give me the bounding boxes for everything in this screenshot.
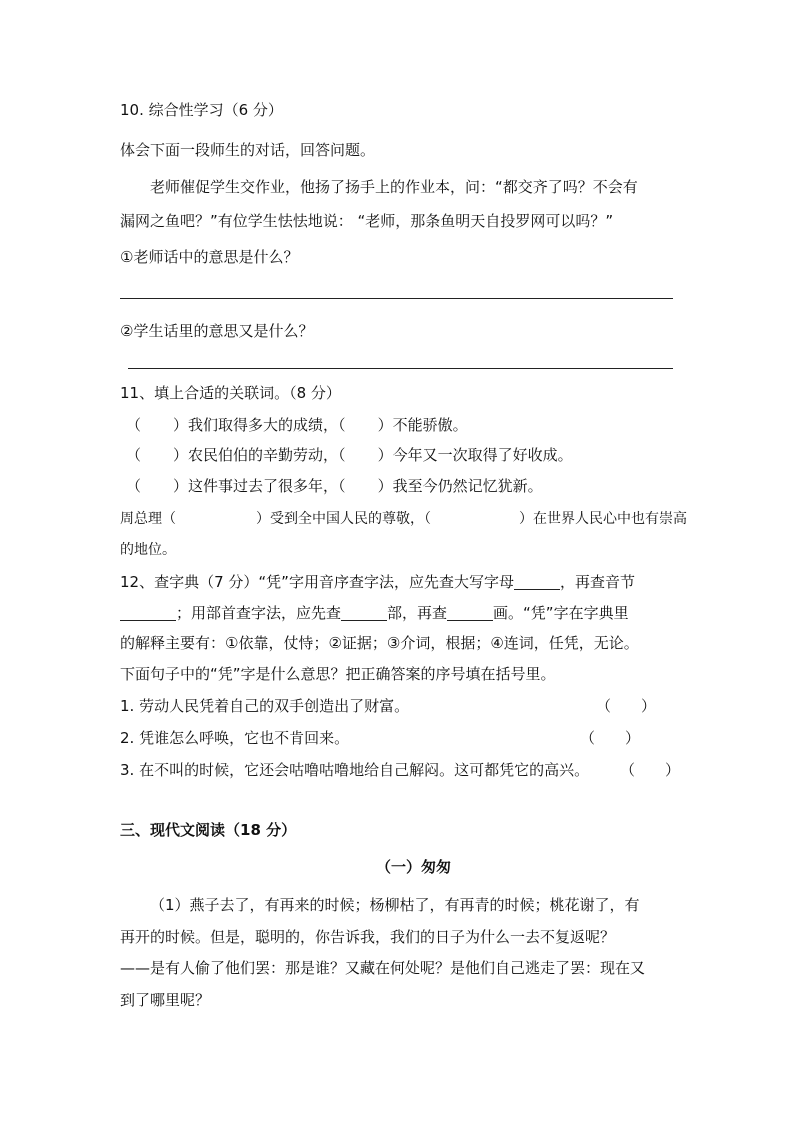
q10-passage-line2: 漏网之鱼吧？”有位学生怯怯地说： “老师，那条鱼明天自投罗网可以吗？” — [120, 212, 614, 230]
q12-blank-letter[interactable] — [514, 573, 560, 590]
passage-line-1: （1）燕子去了，有再来的时候；杨柳枯了，有再青的时候；桃花谢了，有 — [150, 896, 640, 914]
q10-sub-question-1: ①老师话中的意思是什么？ — [120, 248, 299, 266]
q10-sub-question-2: ②学生话里的意思又是什么？ — [120, 322, 314, 340]
q11-row-1-blank-1-open: （ — [126, 416, 142, 434]
q10-answer-line-1[interactable] — [120, 298, 673, 299]
passage-line-3: ——是有人偷了他们罢：那是谁？又藏在何处呢？是他们自己逃走了罢：现在又 — [120, 959, 646, 977]
q11-row-1-text-2: 不能骄傲。 — [392, 416, 468, 434]
q12-blank-syllable[interactable] — [120, 604, 176, 621]
q11-row-3-text-1: 这件事过去了很多年， — [188, 477, 339, 495]
q11-row-3-blank-1-close: ） — [173, 477, 189, 495]
q12-line-2-text-b: 部，再查 — [387, 604, 448, 622]
q12-line-2-text-a: ；用部首查字法，应先查 — [176, 604, 342, 622]
q11-row-4 — [120, 509, 687, 529]
q11-row-1 — [126, 415, 468, 435]
q10-title: 10. 综合性学习（6 分） — [120, 101, 283, 119]
q11-row-2-text-2: 今年又一次取得了好收成。 — [392, 446, 573, 464]
q12-item-2-bracket[interactable]: （ ） — [580, 729, 641, 747]
q11-row-4-text-b: ）受到全中国人民的尊敬，（ — [256, 511, 431, 527]
q12-item-2: 2. 凭谁怎么呼唤，它也不肯回来。 — [120, 729, 350, 747]
section-3-heading: 三、现代文阅读（18 分） — [120, 821, 297, 839]
q11-row-2 — [126, 445, 573, 465]
q11-row-3-text-2: 我至今仍然记忆犹新。 — [392, 477, 543, 495]
q11-title: 11、填上合适的关联词。（8 分） — [120, 384, 341, 402]
q12-blank-radical[interactable] — [341, 604, 387, 621]
q11-row-3-blank-2-close: ） — [377, 477, 393, 495]
q11-row-1-blank-1-close: ） — [173, 416, 189, 434]
section-3-subheading: （一）匆匆 — [376, 858, 452, 876]
q12-line-1-text-a: 12、查字典（7 分）“凭”字用音序查字法，应先查大写字母 — [120, 573, 514, 591]
q12-item-3-bracket[interactable]: （ ） — [620, 761, 681, 779]
q11-row-2-text-1: 农民伯伯的辛勤劳动， — [188, 446, 339, 464]
q10-passage-line1: 老师催促学生交作业，他扬了扬手上的作业本，问：“都交齐了吗？不会有 — [150, 178, 638, 196]
q12-line-3: 的解释主要有：①依靠，仗恃；②证据；③介词，根据；④连词，任凭，无论。 — [120, 634, 639, 652]
q11-row-2-blank-1-close: ） — [173, 446, 189, 464]
q11-row-2-blank-2-close: ） — [377, 446, 393, 464]
q12-item-1: 1. 劳动人民凭着自己的双手创造出了财富。 — [120, 697, 410, 715]
q10-intro: 体会下面一段师生的对话，回答问题。 — [120, 141, 376, 159]
q12-line-4: 下面句子中的“凭”字是什么意思？把正确答案的序号填在括号里。 — [120, 665, 556, 683]
q12-line-2 — [120, 603, 629, 623]
q11-row-1-text-1: 我们取得多大的成绩， — [188, 416, 339, 434]
passage-line-4: 到了哪里呢？ — [120, 991, 211, 1009]
q11-row-3-blank-1-open: （ — [126, 477, 142, 495]
q12-line-1 — [120, 572, 635, 592]
q11-row-4-cont: 的地位。 — [120, 542, 176, 558]
q12-line-1-text-b: ，再查音节 — [559, 573, 635, 591]
q10-answer-line-2[interactable] — [128, 368, 673, 369]
q11-row-3 — [126, 476, 543, 496]
q11-row-2-blank-1-open: （ — [126, 446, 142, 464]
q11-row-1-blank-2-open: （ — [338, 416, 346, 434]
q11-row-1-blank-2-close: ） — [377, 416, 393, 434]
q11-row-2-blank-2-open: （ — [338, 446, 346, 464]
q11-row-4-text-a: 周总理（ — [120, 511, 176, 527]
q12-blank-strokes[interactable] — [447, 604, 493, 621]
q11-row-4-text-c: ）在世界人民心中也有崇高 — [519, 511, 687, 527]
passage-line-2: 再开的时候。但是，聪明的，你告诉我，我们的日子为什么一去不复返呢？ — [120, 928, 616, 946]
q12-line-2-text-c: 画。“凭”字在字典里 — [493, 604, 629, 622]
q12-item-3: 3. 在不叫的时候，它还会咕噜咕噜地给自己解闷。这可都凭它的高兴。 — [120, 761, 590, 779]
q12-item-1-bracket[interactable]: （ ） — [596, 697, 657, 715]
q11-row-3-blank-2-open: （ — [338, 477, 346, 495]
